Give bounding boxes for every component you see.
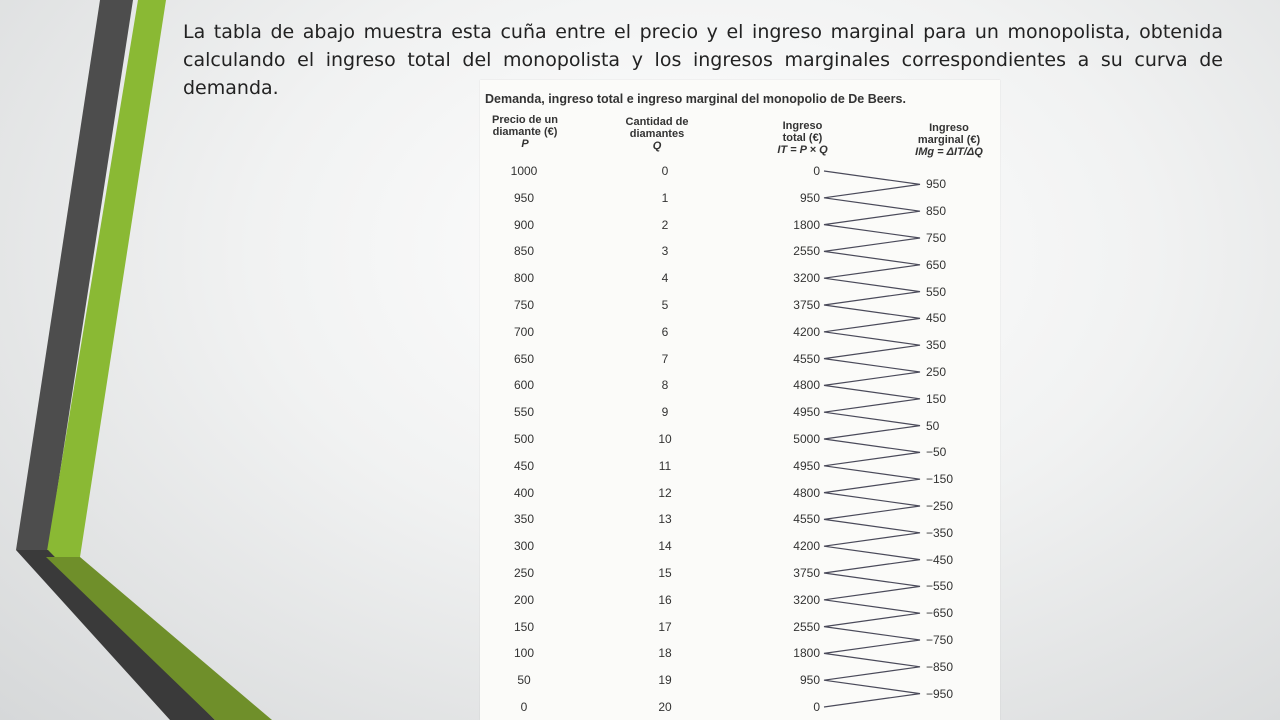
price-cell: 650 xyxy=(513,351,535,366)
quantity-cell: 3 xyxy=(661,244,669,259)
total-revenue-cell: 4950 xyxy=(793,405,820,420)
intro-paragraph: La tabla de abajo muestra esta cuña entre el precio y el ingreso marginal para un monopolista, obtenida calculando el ingreso total del monopolista y los ingresos marginales correspondientes a su curva de demanda. xyxy=(183,21,1223,99)
price-cell: 250 xyxy=(513,566,535,580)
total-revenue-cell: 0 xyxy=(813,164,820,178)
quantity-cell: 0 xyxy=(661,164,669,178)
quantity-cell: 14 xyxy=(658,539,672,554)
total-revenue-cell: 4200 xyxy=(793,539,820,554)
total-revenue-cell: 1800 xyxy=(793,646,820,661)
price-cell: 900 xyxy=(513,217,535,232)
marginal-revenue-cell: 750 xyxy=(926,231,947,245)
total-revenue-cell: 950 xyxy=(799,673,820,688)
quantity-cell: 11 xyxy=(658,458,672,473)
quantity-cell: 4 xyxy=(661,271,669,286)
price-cell: 550 xyxy=(513,405,535,420)
header-total-line1: Ingreso xyxy=(782,120,823,132)
quantity-cell: 19 xyxy=(658,673,672,688)
revenue-table-image xyxy=(480,80,1000,720)
total-revenue-cell: 1800 xyxy=(793,217,820,232)
marginal-revenue-cell: −150 xyxy=(926,472,954,487)
price-cell: 400 xyxy=(513,485,535,500)
dark-diagonal xyxy=(16,550,215,720)
marginal-revenue-cell: 850 xyxy=(926,204,947,219)
price-cell: 100 xyxy=(513,646,535,661)
quantity-cell: 1 xyxy=(661,190,669,205)
quantity-cell: 6 xyxy=(661,324,669,339)
marginal-revenue-cell: 550 xyxy=(926,284,947,299)
marginal-revenue-cell: 350 xyxy=(926,338,947,353)
quantity-cell: 17 xyxy=(658,619,672,634)
marginal-revenue-cell: −550 xyxy=(926,579,954,594)
total-revenue-cell: 4200 xyxy=(793,324,820,339)
price-cell: 750 xyxy=(513,298,535,312)
header-price-symbol: P xyxy=(521,138,529,150)
price-cell: 700 xyxy=(513,324,535,339)
quantity-cell: 18 xyxy=(658,646,672,661)
zigzag-lines xyxy=(480,80,1000,720)
price-cell: 500 xyxy=(513,432,535,446)
total-revenue-cell: 2550 xyxy=(793,244,820,259)
marginal-revenue-cell: −450 xyxy=(926,552,954,567)
total-revenue-cell: 3750 xyxy=(793,566,820,580)
header-price-line2: diamante (€) xyxy=(492,126,558,138)
marginal-revenue-cell: −750 xyxy=(926,633,954,647)
quantity-cell: 5 xyxy=(661,298,669,312)
total-revenue-cell: 4550 xyxy=(793,351,820,366)
quantity-cell: 9 xyxy=(661,405,669,420)
price-cell: 850 xyxy=(513,244,535,259)
quantity-cell: 20 xyxy=(658,700,672,714)
marginal-revenue-cell: −950 xyxy=(926,686,954,701)
total-revenue-cell: 4550 xyxy=(793,512,820,527)
total-revenue-cell: 3200 xyxy=(793,592,820,607)
total-revenue-cell: 3200 xyxy=(793,271,820,286)
total-revenue-cell: 2550 xyxy=(793,619,820,634)
header-quantity-line2: diamantes xyxy=(629,128,685,140)
price-cell: 200 xyxy=(513,592,535,607)
marginal-revenue-cell: 250 xyxy=(926,365,947,379)
total-revenue-cell: 3750 xyxy=(793,298,820,312)
quantity-cell: 16 xyxy=(658,592,672,607)
price-cell: 950 xyxy=(513,190,535,205)
header-total-symbol: IT = P × Q xyxy=(777,144,828,156)
price-cell: 600 xyxy=(513,378,535,393)
total-revenue-cell: 950 xyxy=(799,190,820,205)
marginal-revenue-cell: −250 xyxy=(926,499,954,513)
price-cell: 450 xyxy=(513,458,535,473)
quantity-cell: 7 xyxy=(661,351,669,366)
price-cell: 300 xyxy=(513,539,535,554)
quantity-cell: 12 xyxy=(658,485,672,500)
header-price-line1: Precio de un xyxy=(491,114,559,126)
marginal-revenue-cell: −350 xyxy=(926,525,954,540)
quantity-cell: 2 xyxy=(661,217,669,232)
header-quantity-symbol: Q xyxy=(652,140,662,152)
price-cell: 0 xyxy=(520,700,528,714)
total-revenue-cell: 4950 xyxy=(793,458,820,473)
quantity-cell: 13 xyxy=(658,512,672,527)
marginal-revenue-cell: 150 xyxy=(926,391,947,406)
header-quantity-line1: Cantidad de xyxy=(625,116,689,128)
price-cell: 350 xyxy=(513,512,535,527)
quantity-cell: 10 xyxy=(658,432,672,446)
quantity-cell: 8 xyxy=(661,378,669,393)
price-cell: 1000 xyxy=(510,164,538,178)
quantity-cell: 15 xyxy=(658,566,672,580)
marginal-revenue-cell: −850 xyxy=(926,659,954,674)
marginal-revenue-cell: 950 xyxy=(926,177,947,192)
price-cell: 150 xyxy=(513,619,535,634)
total-revenue-cell: 5000 xyxy=(793,432,820,446)
marginal-revenue-cell: 450 xyxy=(926,311,947,326)
total-revenue-cell: 4800 xyxy=(793,485,820,500)
header-marginal-symbol: IMg = ΔIT/ΔQ xyxy=(915,146,983,158)
price-cell: 800 xyxy=(513,271,535,286)
marginal-revenue-cell: −650 xyxy=(926,606,954,621)
marginal-revenue-cell: 50 xyxy=(926,418,940,433)
header-marginal-line1: Ingreso xyxy=(929,122,969,134)
zigzag-polyline xyxy=(824,171,920,707)
header-marginal-line2: marginal (€) xyxy=(917,134,981,146)
header-total-line2: total (€) xyxy=(782,132,823,144)
total-revenue-cell: 0 xyxy=(813,700,820,714)
marginal-revenue-cell: −50 xyxy=(926,445,947,460)
price-cell: 50 xyxy=(517,673,531,688)
table-title: Demanda, ingreso total e ingreso marginal del monopolio de De Beers. xyxy=(485,92,906,106)
marginal-revenue-cell: 650 xyxy=(926,257,947,272)
total-revenue-cell: 4800 xyxy=(793,378,820,393)
